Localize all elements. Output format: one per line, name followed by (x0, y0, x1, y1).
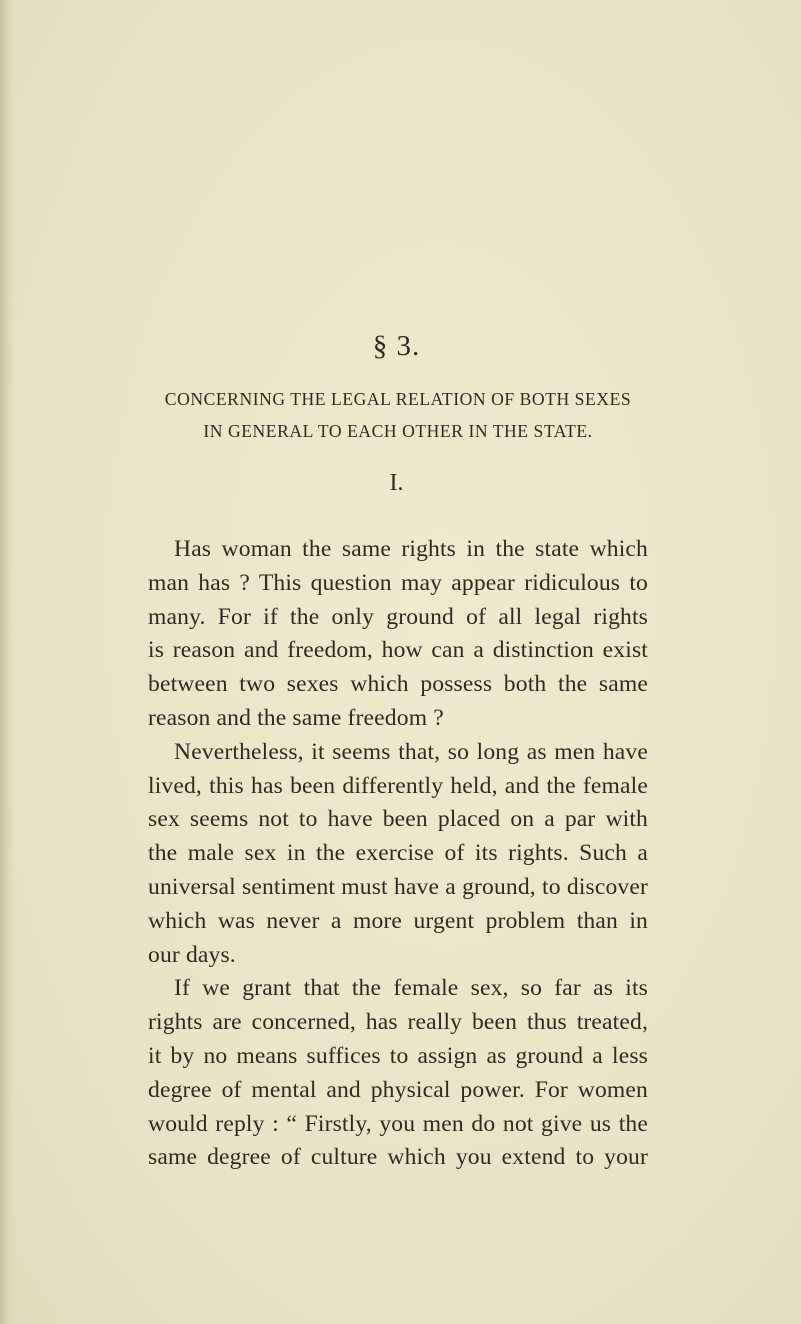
text-line: If we grant that the female sex, so far as its (174, 975, 648, 1002)
text-line: our days. (148, 941, 236, 968)
text-line: Nevertheless, it seems that, so long as men have (174, 738, 648, 765)
text-line: man has ? This question may appear ridiculous to (148, 569, 648, 596)
binding-shadow (0, 0, 14, 1324)
text-line: which was never a more urgent problem than in (148, 907, 648, 934)
text-line: it by no means suffices to assign as ground a less (148, 1042, 648, 1069)
body-text (148, 533, 648, 1175)
section-heading (148, 383, 648, 447)
text-line: is reason and freedom, how can a distinction exist (148, 637, 648, 664)
text-line: many. For if the only ground of all legal rights (148, 603, 648, 630)
text-line: lived, this has been differently held, and the female (148, 772, 648, 799)
text-line: same degree of culture which you extend to your (148, 1144, 648, 1171)
text-line: degree of mental and physical power. For women (148, 1076, 648, 1103)
text-line: sex seems not to have been placed on a par with (148, 806, 648, 833)
text-line: universal sentiment must have a ground, to discover (148, 873, 648, 900)
section-number: § 3. (372, 330, 421, 362)
subsection-numeral: I. (389, 470, 404, 496)
heading-line: CONCERNING THE LEGAL RELATION OF BOTH SEXES (164, 389, 632, 409)
text-line: reason and the same freedom ? (148, 704, 444, 731)
text-line: Has woman the same rights in the state which (174, 536, 648, 562)
text-line: between two sexes which possess both the same (148, 671, 648, 698)
text-line: rights are concerned, has really been thus treated, (148, 1009, 648, 1036)
heading-line: IN GENERAL TO EACH OTHER IN THE STATE. (203, 421, 593, 441)
text-line: would reply : “ Firstly, you men do not give us the (148, 1110, 648, 1137)
text-line: the male sex in the exercise of its rights. Such a (148, 840, 648, 867)
